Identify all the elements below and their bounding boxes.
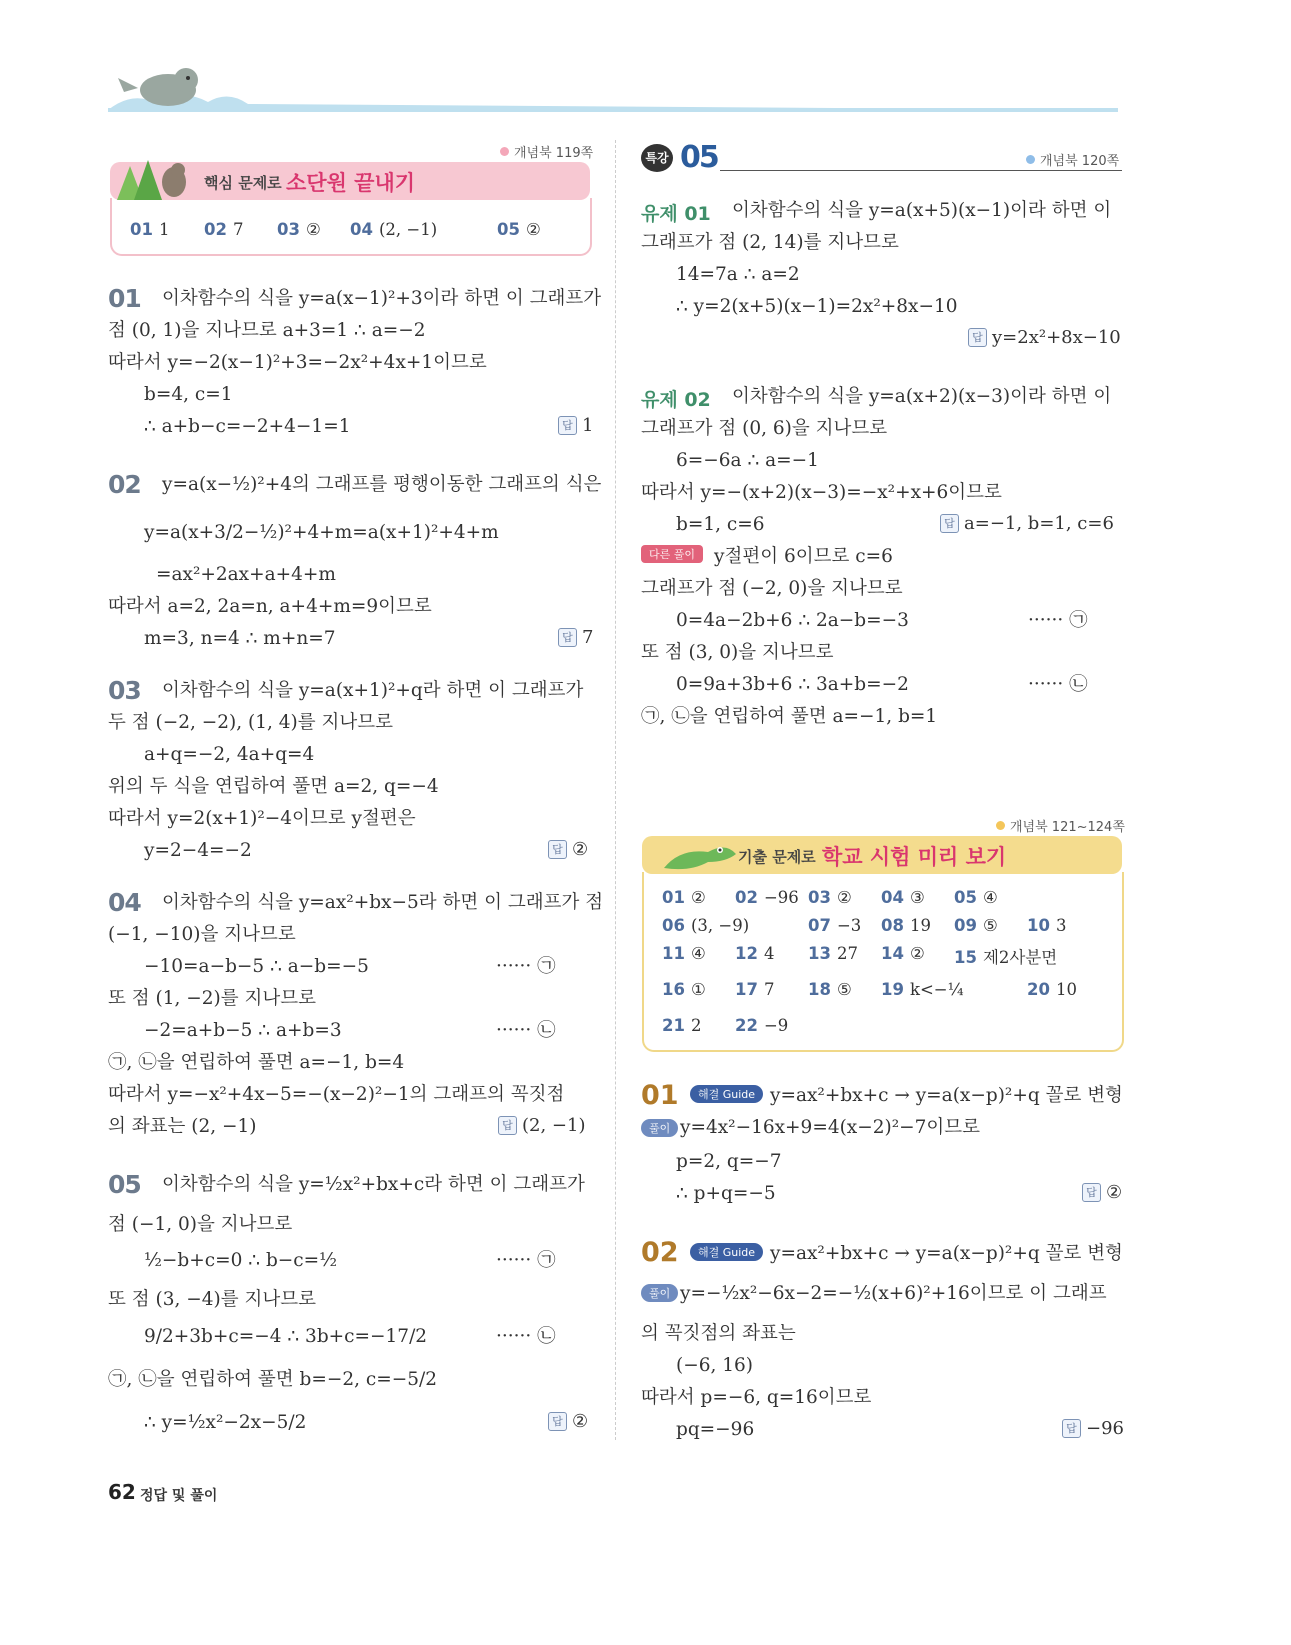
- concept-book-ref-2: 개념북 121~124쪽: [996, 816, 1125, 835]
- solution-line: 또 점 (3, −4)를 지나므로: [108, 1289, 316, 1310]
- exam-answer: 07 −3: [808, 916, 862, 935]
- equation-mark: ······ ㉡: [496, 1326, 556, 1347]
- solution-tag: 풀이: [641, 1284, 678, 1303]
- column-divider: [615, 140, 616, 1440]
- solution-line: y=2−4=−2: [144, 840, 252, 861]
- answer-mark: 답 ②: [548, 1411, 588, 1432]
- past-exam-prefix: 기출 문제로: [738, 848, 816, 866]
- equation-mark: ······ ㉠: [1028, 610, 1088, 631]
- exam-answer: 14 ②: [881, 944, 925, 963]
- header-whale-wave-decoration: [108, 60, 1128, 120]
- solution-line: 그래프가 점 (2, 14)를 지나므로: [641, 232, 899, 253]
- solution-line: (−6, 16): [676, 1355, 754, 1376]
- solution-line: −2=a+b−5 ∴ a+b=3: [144, 1020, 342, 1041]
- solution-line: ∴ y=½x²−2x−5/2: [144, 1412, 307, 1433]
- problem-number: 05: [108, 1170, 141, 1199]
- exam-answer: 06 (3, −9): [662, 916, 750, 935]
- solution-line: 14=7a ∴ a=2: [676, 264, 800, 285]
- special-lecture-badge: 특강: [641, 144, 673, 172]
- solution-line: y=a(x−½)²+4의 그래프를 평행이동한 그래프의 식은: [162, 474, 602, 495]
- solution-line: 따라서 y=−x²+4x−5=−(x−2)²−1의 그래프의 꼭짓점: [108, 1084, 565, 1105]
- exam-answer: 02 −96: [735, 888, 799, 907]
- alternative-solution-tag: 다른 풀이: [641, 545, 703, 564]
- core-answer-02: 02 7: [204, 220, 244, 239]
- exam-answer: 18 ⑤: [808, 980, 852, 999]
- footer-title: 정답 및 풀이: [140, 1488, 218, 1504]
- solution-line: 이차함수의 식을 y=a(x+1)²+q라 하면 이 그래프가: [162, 680, 584, 701]
- problem-number: 04: [108, 888, 141, 917]
- equation-mark: ······ ㉡: [496, 1020, 556, 1041]
- exam-answer: 12 4: [735, 944, 775, 963]
- solution-line: =ax²+2ax+a+4+m: [156, 564, 336, 585]
- solution-line: ㉠, ㉡을 연립하여 풀면 a=−1, b=1: [641, 706, 938, 727]
- solution-line: 점 (−1, 0)을 지나므로: [108, 1214, 293, 1235]
- solution-line: 이차함수의 식을 y=a(x+2)(x−3)이라 하면 이: [732, 386, 1112, 407]
- exam-answer: 04 ③: [881, 888, 925, 907]
- solution-line: ㉠, ㉡을 연립하여 풀면 b=−2, c=−5/2: [108, 1369, 438, 1390]
- problem-number: 01: [108, 284, 141, 313]
- solution-line: 이차함수의 식을 y=ax²+bx−5라 하면 이 그래프가 점: [162, 892, 604, 913]
- core-answer-03: 03 ②: [277, 220, 321, 239]
- solution-line: 점 (0, 1)을 지나므로 a+3=1 ∴ a=−2: [108, 320, 426, 341]
- exam-answer: 21 2: [662, 1016, 702, 1035]
- answer-mark: 답 (2, −1): [498, 1115, 585, 1136]
- core-problem-title: 소단원 끝내기: [286, 171, 416, 195]
- exam-answer: 11 ④: [662, 944, 706, 963]
- solution-line: ∴ y=2(x+5)(x−1)=2x²+8x−10: [676, 296, 958, 317]
- solution-line: 그래프가 점 (−2, 0)을 지나므로: [641, 578, 903, 599]
- solution-line: (−1, −10)을 지나므로: [108, 924, 296, 945]
- exam-answer: 19 k<−¼: [881, 980, 964, 999]
- equation-mark: ······ ㉡: [1028, 674, 1088, 695]
- solution-line: b=4, c=1: [144, 384, 233, 405]
- ref-dot-icon: [996, 821, 1005, 830]
- solution-line: 0=4a−2b+6 ∴ 2a−b=−3: [676, 610, 909, 631]
- solution-line: 이차함수의 식을 y=½x²+bx+c라 하면 이 그래프가: [162, 1174, 585, 1195]
- answer-mark: 답 1: [558, 415, 593, 436]
- answer-mark: 답 y=2x²+8x−10: [968, 327, 1121, 348]
- answer-icon: 답: [558, 416, 577, 435]
- exam-answer: 20 10: [1027, 980, 1077, 999]
- exam-answer: 13 27: [808, 944, 858, 963]
- solution-line: ∴ p+q=−5: [676, 1183, 776, 1204]
- solution-line: −10=a−b−5 ∴ a−b=−5: [144, 956, 369, 977]
- ref-dot-icon: [500, 147, 509, 156]
- guide-tag: 해결 Guide: [690, 1085, 763, 1104]
- solution-line: y=a(x+3/2−½)²+4+m=a(x+1)²+4+m: [144, 522, 499, 543]
- crocodile-icon: [660, 828, 740, 878]
- past-exam-title: 학교 시험 미리 보기: [822, 845, 1007, 869]
- solution-line: 이차함수의 식을 y=a(x+5)(x−1)이라 하면 이: [732, 200, 1112, 221]
- exercise-label: 유제 01: [641, 203, 711, 225]
- solution-line: 이차함수의 식을 y=a(x−1)²+3이라 하면 이 그래프가: [162, 288, 602, 309]
- answer-icon: 답: [968, 328, 987, 347]
- solution-line: pq=−96: [676, 1419, 755, 1440]
- answer-mark: 답 7: [558, 627, 593, 648]
- solution-line: y=−½x²−6x−2=−½(x+6)²+16이므로 이 그래프: [680, 1283, 1107, 1304]
- solution-line: 의 꼭짓점의 좌표는: [641, 1323, 796, 1344]
- exam-answer: 10 3: [1027, 916, 1067, 935]
- concept-book-ref-right: 개념북 120쪽: [1026, 150, 1119, 169]
- solution-line: a+q=−2, 4a+q=4: [144, 744, 315, 765]
- solution-line: ㉠, ㉡을 연립하여 풀면 a=−1, b=4: [108, 1052, 405, 1073]
- solution-line: 6=−6a ∴ a=−1: [676, 450, 819, 471]
- solution-line: 또 점 (1, −2)를 지나므로: [108, 988, 316, 1009]
- solution-tag: 풀이: [641, 1119, 678, 1138]
- solution-line: 0=9a+3b+6 ∴ 3a+b=−2: [676, 674, 909, 695]
- exam-answer: 16 ①: [662, 980, 706, 999]
- page-number: 62: [108, 1480, 136, 1504]
- guide-text: y=ax²+bx+c → y=a(x−p)²+q 꼴로 변형: [770, 1085, 1123, 1106]
- solution-line: ½−b+c=0 ∴ b−c=½: [144, 1250, 338, 1271]
- lecture-underline: [720, 170, 1122, 171]
- solution-line: 의 좌표는 (2, −1): [108, 1116, 257, 1137]
- answer-icon: 답: [558, 628, 577, 647]
- exam-answer: 17 7: [735, 980, 775, 999]
- equation-mark: ······ ㉠: [496, 1250, 556, 1271]
- solution-line: y절편이 6이므로 c=6: [714, 546, 893, 567]
- ref-dot-icon: [1026, 155, 1035, 164]
- answer-icon: 답: [548, 1412, 567, 1431]
- answer-icon: 답: [940, 514, 959, 533]
- solution-line: 따라서 y=−(x+2)(x−3)=−x²+x+6이므로: [641, 482, 1002, 503]
- answer-icon: 답: [1062, 1419, 1081, 1438]
- solution-line: 따라서 p=−6, q=16이므로: [641, 1387, 872, 1408]
- exam-answer: 08 19: [881, 916, 931, 935]
- solution-line: p=2, q=−7: [676, 1151, 782, 1172]
- solution-line: m=3, n=4 ∴ m+n=7: [144, 628, 336, 649]
- concept-book-ref-left: 개념북 119쪽: [500, 142, 593, 161]
- answer-icon: 답: [498, 1116, 517, 1135]
- exam-answer: 09 ⑤: [954, 916, 998, 935]
- answer-mark: 답 ②: [1082, 1182, 1122, 1203]
- answer-mark: 답 ②: [548, 839, 588, 860]
- core-problem-prefix: 핵심 문제로: [204, 174, 282, 192]
- answer-mark: 답 a=−1, b=1, c=6: [940, 513, 1114, 534]
- exam-answer: 05 ④: [954, 888, 998, 907]
- exam-answer: 15 제2사분면: [954, 948, 1058, 967]
- guide-tag: 해결 Guide: [690, 1243, 763, 1262]
- problem-number: 03: [108, 676, 141, 705]
- solution-line: 두 점 (−2, −2), (1, 4)를 지나므로: [108, 712, 393, 733]
- exam-answer: 22 −9: [735, 1016, 789, 1035]
- solution-line: y=4x²−16x+9=4(x−2)²−7이므로: [680, 1117, 981, 1138]
- special-lecture-number: 05: [680, 140, 718, 175]
- equation-mark: ······ ㉠: [496, 956, 556, 977]
- solution-line: 위의 두 식을 연립하여 풀면 a=2, q=−4: [108, 776, 439, 797]
- core-answer-04: 04 (2, −1): [350, 220, 438, 239]
- core-answer-05: 05 ②: [497, 220, 541, 239]
- answer-icon: 답: [1082, 1183, 1101, 1202]
- solution-line: b=1, c=6: [676, 514, 765, 535]
- exam-answer: 01 ②: [662, 888, 706, 907]
- guide-text: y=ax²+bx+c → y=a(x−p)²+q 꼴로 변형: [770, 1243, 1123, 1264]
- solution-line: 그래프가 점 (0, 6)을 지나므로: [641, 418, 888, 439]
- solution-line: 따라서 a=2, 2a=n, a+4+m=9이므로: [108, 596, 432, 617]
- answer-icon: 답: [548, 840, 567, 859]
- answer-mark: 답 −96: [1062, 1418, 1124, 1439]
- problem-number: 02: [108, 470, 141, 499]
- tree-bird-icon: [112, 152, 192, 202]
- problem-number: 01: [641, 1080, 679, 1111]
- core-answer-01: 01 1: [130, 220, 170, 239]
- solution-line: 따라서 y=−2(x−1)²+3=−2x²+4x+1이므로: [108, 352, 487, 373]
- exercise-label: 유제 02: [641, 389, 711, 411]
- solution-line: 따라서 y=2(x+1)²−4이므로 y절편은: [108, 808, 416, 829]
- solution-line: 또 점 (3, 0)을 지나므로: [641, 642, 834, 663]
- problem-number: 02: [641, 1237, 679, 1268]
- solution-line: ∴ a+b−c=−2+4−1=1: [144, 416, 351, 437]
- solution-line: 9/2+3b+c=−4 ∴ 3b+c=−17/2: [144, 1326, 428, 1347]
- exam-answer: 03 ②: [808, 888, 852, 907]
